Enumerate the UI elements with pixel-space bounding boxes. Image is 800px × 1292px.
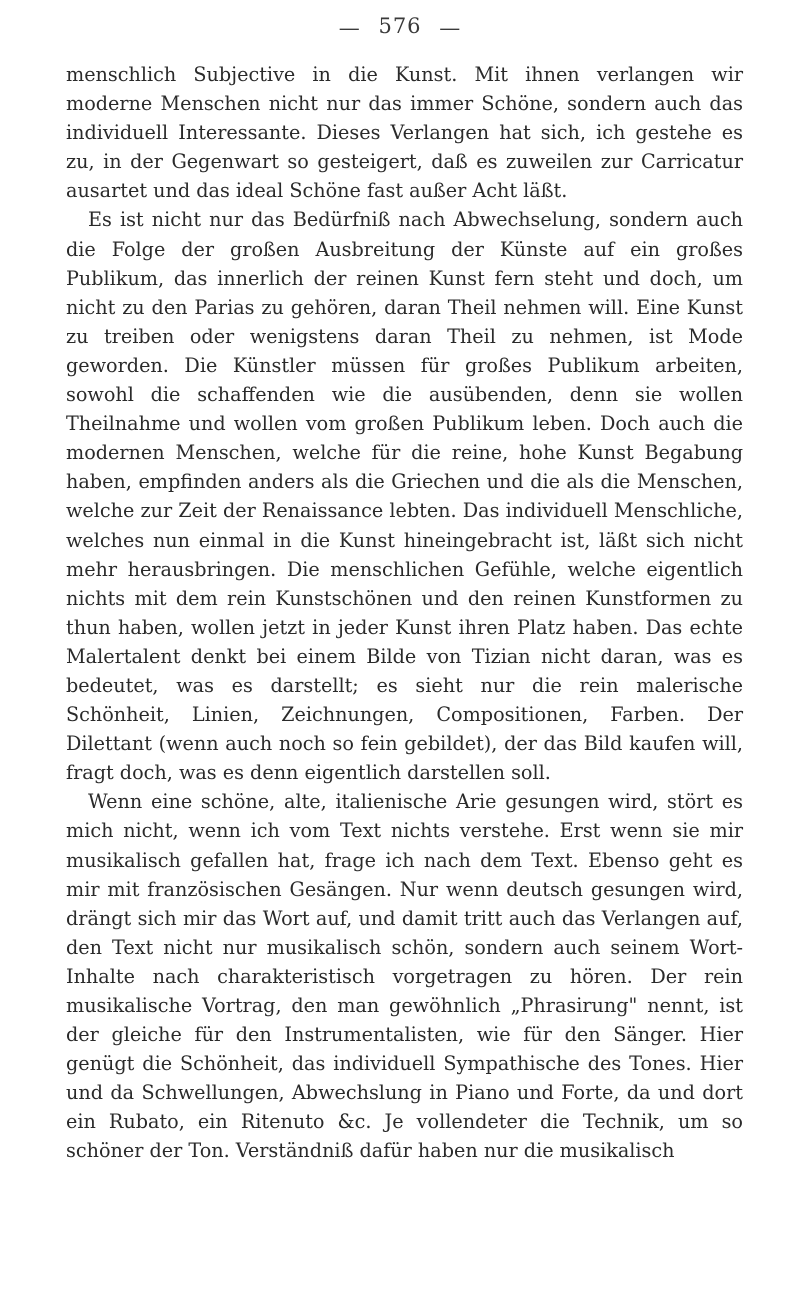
- paragraph: Wenn eine schöne, alte, italienische Arie gesungen wird, stört es mich nicht, wenn ich vom Text nichts verstehe. Erst wenn sie mir musikalisch gefallen hat, frage ich nach dem Text. Ebenso geht es mir mit französischen Gesängen. Nur wenn deutsch gesungen wird, drängt sich mir das Wort auf, und damit tritt auch das Verlangen auf, den Text nicht nur musikalisch schön, sondern auch seinem Wort-Inhalte nach charakteristisch vorgetragen zu hören. Der rein musikalische Vortrag, den man gewöhnlich „Phrasirung" nennt, ist der gleiche für den Instrumentalisten, wie für den Sänger. Hier genügt die Schönheit, das individuell Sympathische des Tones. Hier und da Schwellungen, Abwechslung in Piano und Forte, da und dort ein Rubato, ein Ritenuto &c. Je vollendeter die Technik, um so schöner der Ton. Verständniß dafür haben nur die musikalisch: [66, 790, 743, 1163]
- paragraph: menschlich Subjective in die Kunst. Mit ihnen verlangen wir moderne Menschen nicht nur das immer Schöne, sondern auch das individuell Interessante. Dieses Verlangen hat sich, ich gestehe es zu, in der Gegenwart so gesteigert, daß es zuweilen zur Carricatur ausartet und das ideal Schöne fast außer Acht läßt.: [66, 63, 743, 203]
- header-left-dash: —: [338, 15, 361, 40]
- header-right-dash: —: [439, 15, 462, 40]
- body-text: [66, 60, 743, 1166]
- page-number: 576: [378, 14, 422, 38]
- page-header: [0, 14, 800, 40]
- paragraph: Es ist nicht nur das Bedürfniß nach Abwechselung, sondern auch die Folge der großen Ausbreitung der Künste auf ein großes Publikum, das innerlich der reinen Kunst fern steht und doch, um nicht zu den Parias zu gehören, daran Theil nehmen will. Eine Kunst zu treiben oder wenigstens daran Theil zu nehmen, ist Mode geworden. Die Künstler müssen für großes Publikum arbeiten, sowohl die schaffenden wie die ausübenden, denn sie wollen Theilnahme und wollen vom großen Publikum leben. Doch auch die modernen Menschen, welche für die reine, hohe Kunst Begabung haben, empfinden anders als die Griechen und die als die Menschen, welche zur Zeit der Renaissance lebten. Das individuell Menschliche, welches nun einmal in die Kunst hineingebracht ist, läßt sich nicht mehr herausbringen. Die menschlichen Gefühle, welche eigentlich nichts mit dem rein Kunstschönen und den reinen Kunstformen zu thun haben, wollen jetzt in jeder Kunst ihren Platz haben. Das echte Malertalent denkt bei einem Bilde von Tizian nicht daran, was es bedeutet, was es darstellt; es sieht nur die rein malerische Schönheit, Linien, Zeichnungen, Compositionen, Farben. Der Dilettant (wenn auch noch so fein gebildet), der das Bild kaufen will, fragt doch, was es denn eigentlich darstellen soll.: [66, 208, 743, 785]
